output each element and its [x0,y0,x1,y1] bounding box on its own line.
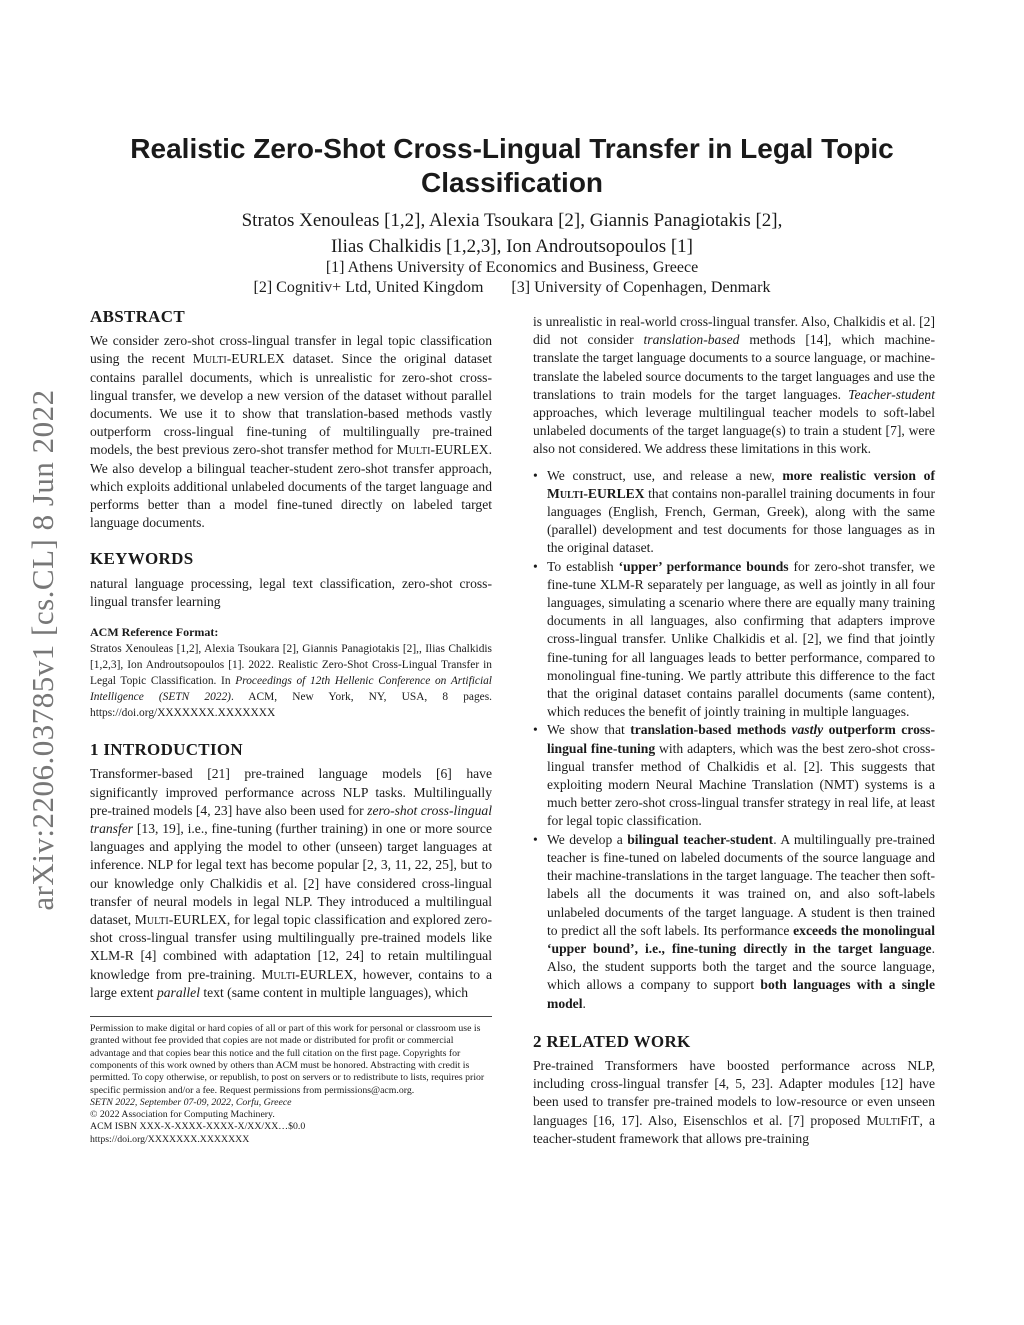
acm-reference [90,623,492,721]
contribution-item: • We show that translation-based methods vastly outperform cross-lingual fine-tuning with adapters, which was the best zero-shot cross-lingual transfer method of Chalkidis et al. [2]. This suggests that exploiting modern Neural Machine Translation (NMT) systems is a much better zero-shot cross-lingual transfer strategy in real life, at least for legal topic classification. [533,721,935,830]
abstract-heading: ABSTRACT [90,307,185,326]
doi-link[interactable]: https://doi.org/XXXXXXX.XXXXXXX [90,1133,250,1145]
arxiv-identifier [18,350,68,950]
footnote-block [90,1016,492,1146]
contribution-list [533,467,935,1013]
acm-reference-heading: ACM Reference Format: [90,625,219,640]
introduction-heading: 1 INTRODUCTION [90,740,243,760]
contribution-item: • We develop a bilingual teacher-student. A multilingually pre-trained teacher is fine-tuned on labeled documents of the source language and their machine-translations in the target language. The teacher then soft-labels all the documents it was trained on, and also soft-labels unlabeled documents of the target language. A student is then trained to predict all the soft labels. Its performance exceeds the monolingual ‘upper bound’, i.e., fine-tuning directly in the target language. Also, the student supports both the target and the source language, which allows a company to support both languages with a single model. [533,831,935,1013]
conference-info: SETN 2022, September 07-09, 2022, Corfu, Greece [90,1096,292,1108]
author-line-1: Stratos Xenouleas [1,2], Alexia Tsoukara [2], Giannis Panagiotakis [2], [241,210,783,231]
author-list [90,208,934,260]
left-column [90,308,492,1146]
contribution-item: • To establish ‘upper’ performance bounds for zero-shot transfer, we fine-tune XLM-R separately per language, as well as jointly in all four languages, simulating a scenario where there are equally many training documents in all languages, also confirming that adapters improve cross-lingual transfer. Unlike Chalkidis et al. [2], we find that jointly fine-tuning for all languages leads to better performance, compared to monolingual fine-tuning. We partly attribute this difference to the fact that the original dataset contains parallel documents (same content), which reduces the benefit of jointly training in multiple languages. [533,558,935,722]
acm-reference-text: Stratos Xenouleas [1,2], Alexia Tsoukara [2], Giannis Panagiotakis [2],, Ilias Chalkidis [1,2,3], Ion Androutsopoulos [1]. 2022. Realistic Zero-Shot Cross-Lingual Transfer in Legal Topic Classification. In Proceedings of 12th Hellenic Conference on Artificial Intelligence (SETN 2022). ACM, New York, NY, USA, 8 pages. https://doi.org/XXXXXXX.XXXXXXX [90,643,492,720]
isbn: ACM ISBN XXX-X-XXXX-XXXX-X/XX/XX…$0.0 [90,1121,306,1133]
keywords-heading: KEYWORDS [90,549,194,569]
abstract-text: We consider zero-shot cross-lingual transfer in legal topic classification using the recent Multi-EURLEX dataset. Since the original dataset contains parallel documents, which is unrealistic for zero-shot cross-lingual transfer, we develop a new version of the dataset without parallel documents. We use it to show that translation-based methods vastly outperform cross-lingual fine-tuning of multilingually pre-trained models, the best previous zero-shot transfer method for Multi-EURLEX. We also develop a bilingual teacher-student zero-shot transfer approach, which exploits additional unlabeled documents of the target language and performs better than a model fine-tuned directly on labeled target language documents. [90,333,492,531]
author-line-2: Ilias Chalkidis [1,2,3], Ion Androutsopoulos [1] [330,236,694,257]
contribution-item: • We construct, use, and release a new, more realistic version of Multi-EURLEX that contains non-parallel training documents in four languages (English, French, German, Greek), along with the same (parallel) development and test documents for those languages as in the original dataset. [533,467,935,558]
affiliation-row [90,278,934,298]
copyright-notice: © 2022 Association for Computing Machinery. [90,1109,275,1121]
keywords-text: natural language processing, legal text classification, zero-shot cross-lingual transfer learning [90,575,492,609]
affiliation-2: [2] Cognitiv+ Ltd, United Kingdom [253,279,484,296]
right-column [533,313,935,1148]
arxiv-identifier-text: arXiv:2206.03785v1 [cs.CL] 8 Jun 2022 [25,389,60,911]
paper-title: Realistic Zero-Shot Cross-Lingual Transfer in Legal Topic Classification [130,133,894,198]
related-work-text: Pre-trained Transformers have boosted performance across NLP, including cross-lingual transfer [4, 5, 23]. Adapter modules [12] have been used to transfer pre-trained models to low-resource or even unseen languages [16, 17]. Also, Eisenschlos et al. [7] proposed MultiFiT, a teacher-student framework that allows pre-training [533,1057,935,1146]
footnote-divider [90,1016,492,1017]
intro-continuation: is unrealistic in real-world cross-lingual transfer. Also, Chalkidis et al. [2] did not consider translation-based methods [14], which machine-translate the target language documents to a source language, or machine-translate the labeled source documents to the target languages and use the translations to train models for the target languages. Teacher-student approaches, which leverage multilingual teacher models to soft-label unlabeled documents of the target language(s) to train a student [7], were also not considered. We address these limitations in this work. [533,314,935,457]
affiliation-3: [3] University of Copenhagen, Denmark [511,279,771,296]
introduction-text: Transformer-based [21] pre-trained language models [6] have significantly improved performance across NLP tasks. Multilingually pre-trained models [4, 23] have also been used for zero-shot cross-lingual transfer [13, 19], i.e., fine-tuning (further training) in one or more source languages and applying the model to other (unseen) target languages at inference. NLP for legal text has become popular [2, 3, 11, 22, 25], but to our knowledge only Chalkidis et al. [2] have considered cross-lingual transfer of neural models in legal NLP. They introduced a multilingual dataset, Multi-EURLEX, for legal topic classification and explored zero-shot cross-lingual transfer using multilingually pre-trained models like XLM-R [4] combined with adaptation [12, 24] to retain multilingual knowledge from pre-training. Multi-EURLEX, however, contains to a large extent parallel text (same content in multiple languages), which [90,766,493,1000]
related-work-heading: 2 RELATED WORK [533,1031,691,1051]
affiliation-1: [1] Athens University of Economics and Business, Greece [325,259,699,276]
permission-notice: Permission to make digital or hard copies of all or part of this work for personal or classroom use is granted without fee provided that copies are not made or distributed for profit or commercial advantage and that copies bear this notice and the full citation on the first page. Copyrights for components of this work owned by others than ACM must be honored. Abstracting with credit is permitted. To copy otherwise, or republish, to post on servers or to redistribute to lists, requires prior specific permission and/or a fee. Request permissions from permissions@acm.org. [90,1023,485,1096]
